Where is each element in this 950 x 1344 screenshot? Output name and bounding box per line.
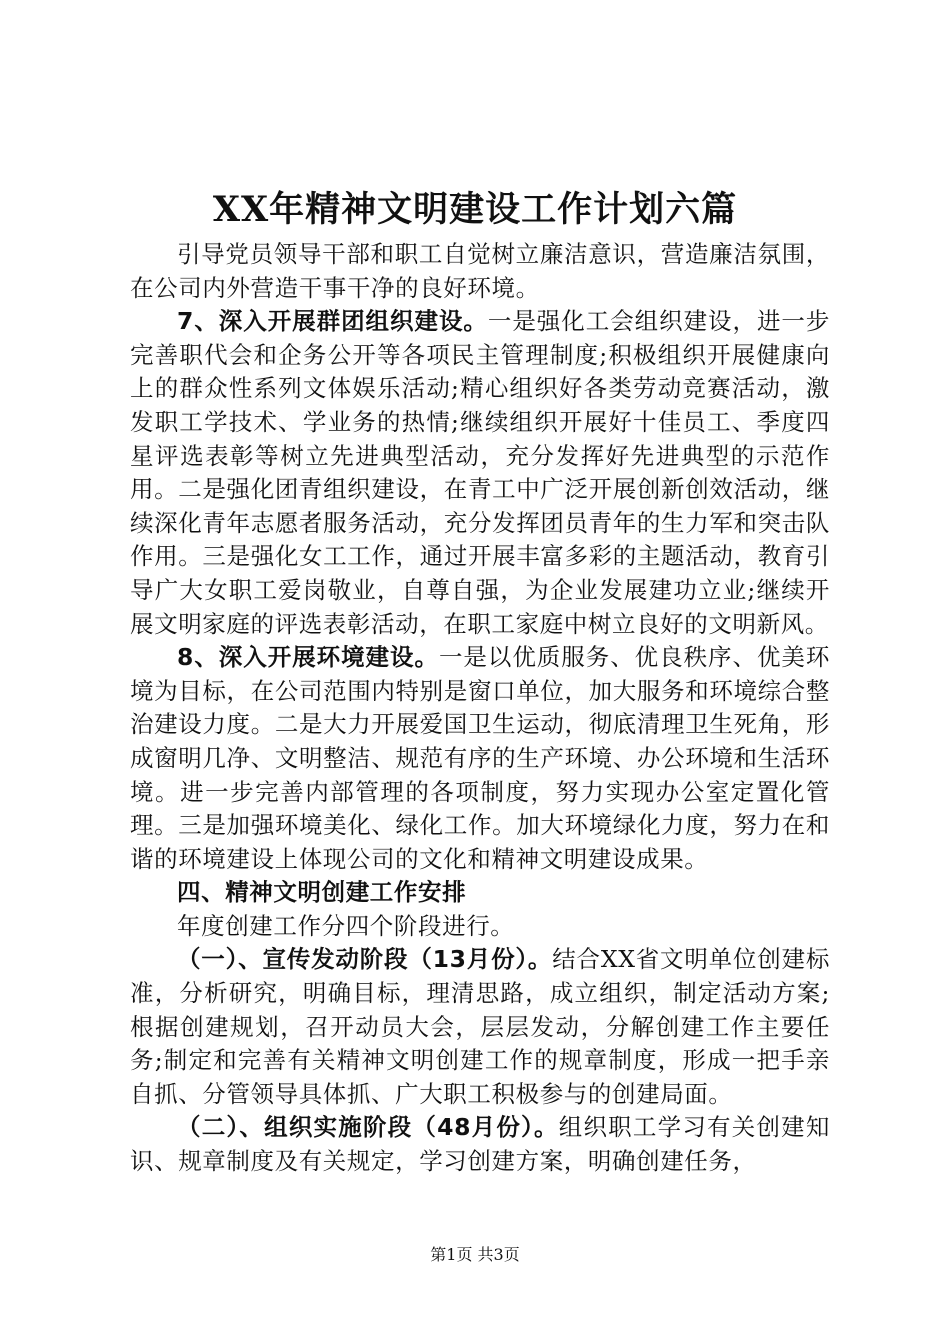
paragraph-stage-2 [130, 1111, 830, 1178]
paragraph-text: 一是以优质服务、优良秩序、优美环境为目标，在公司范围内特别是窗口单位，加大服务和环境综合整治建设力度。二是大力开展爱国卫生运动，彻底清理卫生死角，形成窗明几净、文明整洁、规范有序的生产环境、办公环境和生活环境。进一步完善内部管理的各项制度，努力实现办公室定置化管理。三是加强环境美化、绿化工作。加大环境绿化力度，努力在和谐的环境建设上体现公司的文化和精神文明建设成果。 [130, 643, 830, 873]
paragraph-stages-intro [130, 910, 830, 944]
paragraph-stage-1 [130, 943, 830, 1111]
paragraph-lead: （二）、组织实施阶段（48月份）。 [177, 1113, 559, 1142]
document-title: XX年精神文明建设工作计划六篇 [212, 189, 738, 230]
paragraph-text: 结合XX省文明单位创建标准，分析研究，明确目标，理清思路，成立组织，制定活动方案;根据创建规划，召开动员大会，层层发动，分解创建工作主要任务;制定和完善有关精神文明创建工作的规章制度，形成一把手亲自抓、分管领导具体抓、广大职工积极参与的创建局面。 [130, 945, 830, 1108]
paragraph-lead: 7、深入开展群团组织建设。 [177, 307, 488, 336]
paragraph-item-7 [130, 305, 830, 641]
page-footer: 第1页 共3页 [430, 1245, 520, 1264]
paragraph-text: 引导党员领导干部和职工自觉树立廉洁意识，营造廉洁氛围，在公司内外营造干事干净的良好环境。 [130, 240, 830, 302]
document-body [130, 238, 830, 1179]
paragraph-text: 组织职工学习有关创建知识、规章制度及有关规定，学习创建方案，明确创建任务， [130, 1113, 830, 1176]
paragraph-intro [130, 238, 830, 305]
paragraph-item-8 [130, 641, 830, 876]
section-heading-4: 四、精神文明创建工作安排 [177, 878, 467, 907]
paragraph-text: 年度创建工作分四个阶段进行。 [177, 911, 515, 940]
paragraph-lead: （一）、宣传发动阶段（13月份）。 [177, 945, 553, 974]
paragraph-text: 一是强化工会组织建设，进一步完善职代会和企务公开等各项民主管理制度;积极组织开展健康向上的群众性系列文体娱乐活动;精心组织好各类劳动竞赛活动，激发职工学技术、学业务的热情;继续组织开展好十佳员工、季度四星评选表彰等树立先进典型活动，充分发挥好先进典型的示范作用。二是强化团青组织建设，在青工中广泛开展创新创效活动，继续深化青年志愿者服务活动，充分发挥团员青年的生力军和突击队作用。三是强化女工工作，通过开展丰富多彩的主题活动，教育引导广大女职工爱岗敬业，自尊自强，为企业发展建功立业;继续开展文明家庭的评选表彰活动，在职工家庭中树立良好的文明新风。 [130, 307, 830, 638]
paragraph-lead: 8、深入开展环境建设。 [177, 643, 439, 672]
